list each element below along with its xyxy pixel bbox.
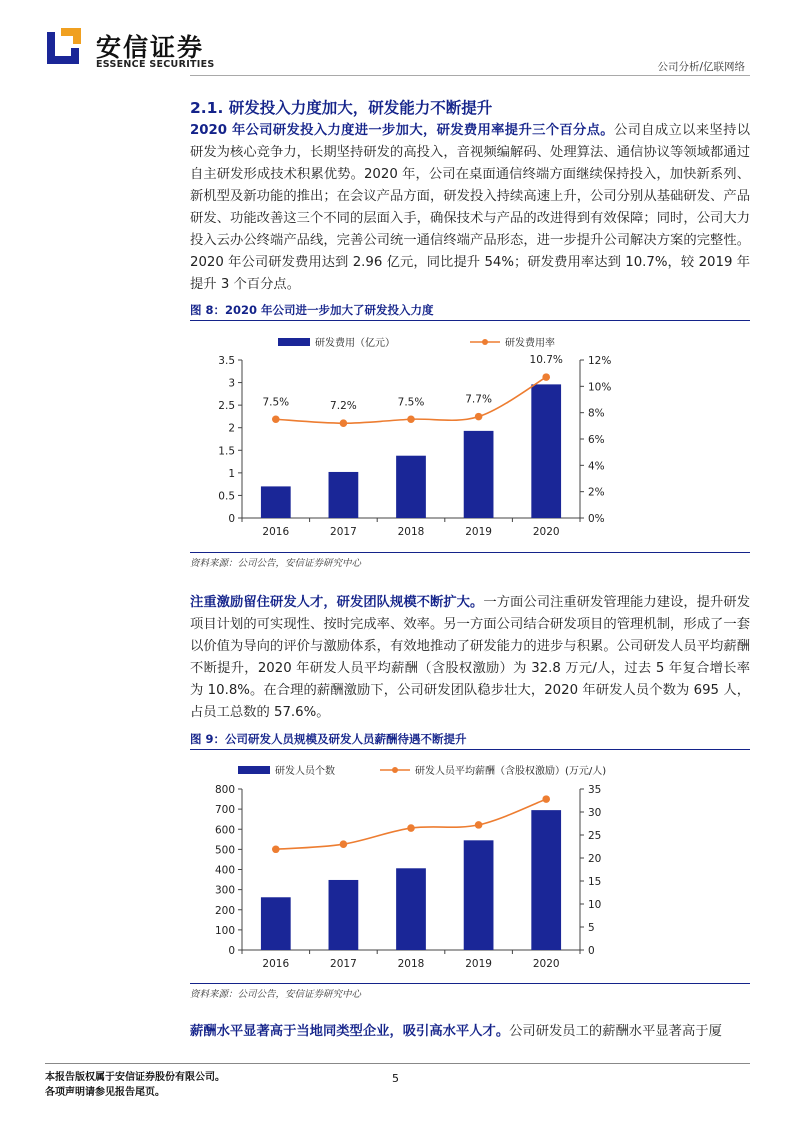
paragraph-body: 公司研发员工的薪酬水平显著高于厦 (509, 1024, 722, 1039)
x-tick-label: 2016 (262, 526, 290, 538)
bar (329, 880, 359, 950)
y-tick-label-left: 100 (214, 924, 235, 937)
legend-line-marker (392, 767, 398, 773)
brand-name-cn: 安信证券 (96, 33, 205, 62)
y-tick-label-left: 300 (214, 884, 235, 897)
figure-8-source: 资料来源：公司公告，安信证券研究中心 (190, 558, 362, 569)
rd-staff-chart (190, 751, 750, 981)
line-point (340, 419, 348, 427)
figure-9-source: 资料来源：公司公告，安信证券研究中心 (190, 989, 362, 1000)
x-tick-label: 2017 (330, 958, 357, 970)
x-tick-label: 2019 (465, 958, 492, 970)
legend-label: 研发费用（亿元） (315, 338, 395, 349)
y-tick-label-left: 600 (214, 824, 235, 837)
y-tick-label-left: 3.5 (218, 355, 235, 367)
y-tick-label-left: 1 (228, 467, 235, 480)
bar (464, 840, 494, 950)
x-tick-label: 2018 (397, 958, 425, 970)
legend-label: 研发人员个数 (275, 766, 335, 777)
line-point (272, 415, 280, 423)
y-tick-label-right: 8% (588, 407, 605, 420)
bar (531, 384, 561, 518)
legend-label: 研发费用率 (505, 338, 555, 349)
bar (396, 868, 426, 950)
legend-bar-swatch (238, 766, 270, 774)
y-tick-label-left: 1.5 (218, 445, 235, 458)
legend-line-marker (482, 339, 488, 345)
data-label: 7.5% (397, 396, 425, 409)
line-point (475, 821, 483, 829)
paragraph-lead: 薪酬水平显著高于当地同类型企业，吸引高水平人才。 (190, 1024, 510, 1039)
x-tick-label: 2017 (330, 526, 357, 538)
x-tick-label: 2016 (262, 958, 290, 970)
legend-bar-swatch (278, 338, 310, 346)
y-tick-label-right: 30 (588, 807, 602, 819)
y-tick-label-right: 2% (588, 486, 605, 499)
y-tick-label-left: 2.5 (218, 400, 235, 413)
paragraph-salary (190, 1021, 750, 1043)
line-point (272, 845, 280, 853)
report-type: 公司分析/亿联网络 (657, 61, 745, 73)
figure-8-top-rule (190, 320, 750, 321)
legend-label: 研发人员平均薪酬（含股权激励）(万元/人) (415, 766, 607, 777)
footer-disclaimer: 各项声明请参见报告尾页。 (45, 1087, 165, 1098)
header-divider (190, 75, 750, 76)
page-number: 5 (392, 1072, 399, 1085)
bar (261, 486, 291, 518)
paragraph-body: 一方面公司注重研发管理能力建设，提升研发项目计划的可实现性、按时完成率、效率。另一方面公司结合研发项目的管理机制，形成了一套以价值为导向的评价与激励体系，有效地推动了研发能力的进步与积累。公司研发人员平均薪酬不断提升，2020 年研发人员平均薪酬（含股权激励）为 32.8 万元/人，过去 5 年复合增长率为 10.8%。在合理的薪酬激励下，公司研发团队稳步壮大，2020 年研发人员个数为 695 人，占员工总数的 57.6%。 (190, 595, 751, 720)
y-tick-label-left: 0 (228, 945, 235, 957)
y-tick-label-right: 15 (588, 876, 602, 888)
y-tick-label-left: 800 (214, 784, 235, 796)
y-tick-label-left: 0.5 (218, 490, 235, 503)
paragraph-lead: 2020 年公司研发投入力度进一步加大，研发费用率提升三个百分点。 (190, 123, 614, 138)
bar (396, 456, 426, 518)
data-label: 7.5% (262, 396, 290, 409)
line-point (542, 795, 550, 803)
rd-expense-chart (190, 322, 750, 550)
x-tick-label: 2018 (397, 526, 425, 538)
bar (464, 431, 494, 518)
y-tick-label-right: 4% (588, 460, 605, 473)
bar (329, 472, 359, 518)
y-tick-label-right: 6% (588, 434, 605, 446)
footer-divider (45, 1063, 750, 1064)
y-tick-label-left: 200 (214, 904, 235, 917)
y-tick-label-right: 0 (588, 945, 595, 957)
y-tick-label-left: 3 (228, 377, 235, 390)
y-tick-label-right: 20 (588, 853, 602, 865)
y-tick-label-right: 12% (588, 355, 612, 367)
figure-8-title: 图 8：2020 年公司进一步加大了研发投入力度 (190, 303, 434, 317)
bar (261, 897, 291, 950)
figure-8-bottom-rule (190, 552, 750, 553)
y-tick-label-left: 2 (228, 422, 235, 435)
data-label: 7.2% (330, 400, 357, 413)
figure-9-title: 图 9：公司研发人员规模及研发人员薪酬待遇不断提升 (190, 732, 467, 746)
x-tick-label: 2019 (465, 526, 492, 538)
y-tick-label-right: 5 (588, 922, 595, 934)
paragraph-lead: 注重激励留住研发人才，研发团队规模不断扩大。 (190, 595, 484, 610)
y-tick-label-right: 0% (588, 513, 605, 525)
y-tick-label-left: 500 (214, 844, 235, 857)
figure-9-bottom-rule (190, 983, 750, 984)
line-point (407, 415, 415, 423)
line-point (407, 824, 415, 832)
x-tick-label: 2020 (532, 958, 560, 970)
y-tick-label-left: 0 (228, 513, 235, 525)
y-tick-label-left: 400 (214, 864, 235, 877)
company-logo (45, 26, 83, 66)
section-title: 2.1. 研发投入力度加大，研发能力不断提升 (190, 99, 493, 117)
paragraph-rd-investment (190, 120, 750, 296)
y-tick-label-right: 10% (588, 381, 612, 394)
data-label: 7.7% (465, 393, 492, 406)
figure-9-top-rule (190, 749, 750, 750)
y-tick-label-right: 25 (588, 830, 602, 842)
y-tick-label-right: 35 (588, 784, 602, 796)
line-point (340, 840, 348, 848)
bar (531, 810, 561, 950)
brand-name-en: ESSENCE SECURITIES (96, 59, 215, 70)
x-tick-label: 2020 (532, 526, 560, 538)
footer-copyright: 本报告版权属于安信证券股份有限公司。 (45, 1072, 225, 1083)
paragraph-body: 公司自成立以来坚持以研发为核心竞争力，长期坚持研发的高投入，音视频编解码、处理算法、通信协议等领域都通过自主研发形成技术积累优势。2020 年，公司在桌面通信终端方面继续保持投入，加快新系列、新机型及新功能的推出；在会议产品方面，研发投入持续高速上升，公司分别从基础研发、产品研发、功能改善这三个不同的层面入手，确保技术与产品的改进得到有效保障；同时，公司大力投入云办公终端产品线，完善公司统一通信终端产品形态，进一步提升公司解决方案的完整性。2020 年公司研发费用达到 2.96 亿元，同比提升 54%；研发费用率达到 10.7%，较 2019 年提升 3 个百分点。 (190, 123, 751, 292)
line-point (475, 413, 483, 421)
y-tick-label-left: 700 (214, 804, 235, 817)
line-point (542, 373, 550, 381)
y-tick-label-right: 10 (588, 899, 602, 911)
series-line (276, 799, 546, 849)
data-label: 10.7% (529, 354, 563, 367)
paragraph-rd-talent (190, 592, 750, 724)
